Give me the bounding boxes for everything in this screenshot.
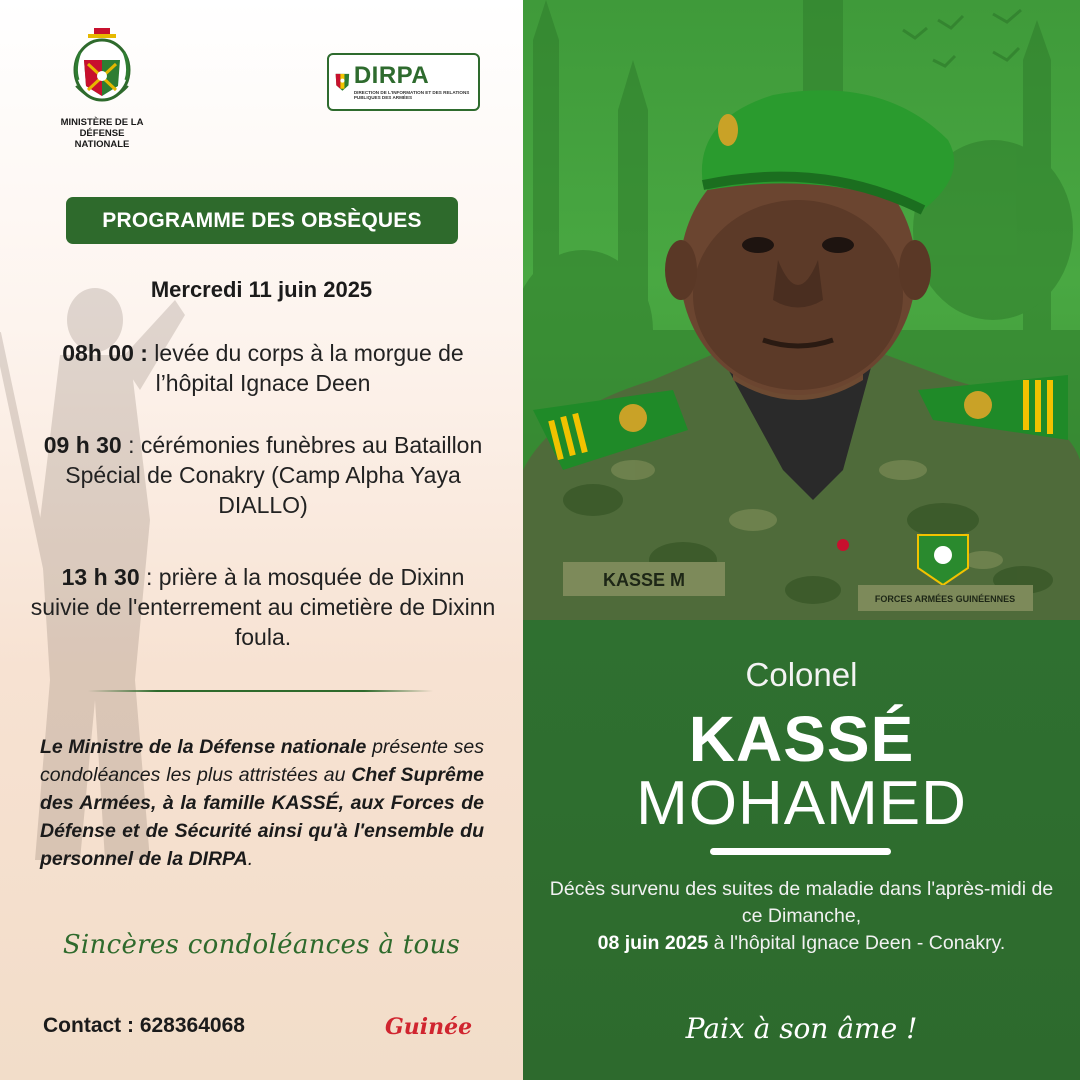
condolence-part: DIRPA	[188, 848, 248, 870]
schedule-time: 13 h 30	[61, 564, 140, 590]
uniform-nametape: KASSE M	[602, 570, 686, 590]
surname: KASSÉ	[688, 703, 915, 775]
divider	[88, 690, 433, 692]
ministry-logo	[52, 28, 152, 150]
schedule-time: 09 h 30	[43, 432, 122, 458]
programme-date: Mercredi 11 juin 2025	[150, 277, 373, 302]
death-notice	[545, 876, 1058, 957]
death-line: Décès survenu des suites de maladie dans l'après-midi de ce Dimanche,	[549, 878, 1054, 927]
farewell-message: Paix à son âme !	[685, 1012, 918, 1045]
dirpa-emblem-icon	[335, 67, 350, 97]
ministry-label: MINISTÈRE DE LA DÉFENSE NATIONALE	[60, 117, 144, 150]
obituary-panel	[523, 620, 1080, 1080]
death-date: 08 juin 2025	[597, 932, 709, 954]
condolence-part: présente ses condoléances les plus attristées au	[40, 736, 484, 786]
dirpa-logo	[327, 53, 480, 111]
given-name: MOHAMED	[636, 769, 967, 838]
schedule-text: : cérémonies funèbres au Bataillon Spécial de Conakry (Camp Alpha Yaya DIALLO)	[65, 432, 483, 518]
rank: Colonel	[745, 656, 858, 693]
condolence-message	[40, 733, 484, 873]
birds-icon	[903, 10, 1021, 66]
condolence-part: Le Ministre de la Défense nationale	[40, 736, 367, 758]
schedule-text: : prière à la mosquée de Dixinn suivie de l'enterrement au cimetière de Dixinn foula.	[30, 564, 496, 650]
sincere-condolences: Sincères condoléances à tous	[62, 930, 461, 960]
condolence-part: Chef Suprême des Armées, à la famille KASSÉ, aux Forces de Défense et de Sécurité ainsi qu'à l'ensemble du personnel de la	[40, 764, 485, 870]
left-panel	[0, 0, 523, 1080]
schedule-item	[30, 338, 496, 398]
guinee-brand: Guinée	[385, 1014, 473, 1040]
coat-of-arms-icon	[70, 28, 134, 110]
schedule-text: levée du corps à la morgue de l’hôpital Ignace Deen	[147, 340, 464, 396]
portrait-illustration	[523, 0, 1080, 620]
dirpa-name: DIRPA	[353, 61, 430, 89]
schedule-time: 08h 00 :	[62, 340, 148, 366]
contact-number: Contact : 628364068	[43, 1014, 245, 1037]
dirpa-subtitle: DIRECTION DE L'INFORMATION ET DES RELATIONS PUBLIQUES DES ARMÉES	[353, 89, 470, 100]
portrait-photo	[523, 0, 1080, 620]
condolence-part: .	[247, 848, 254, 870]
death-line: à l'hôpital Ignace Deen - Conakry.	[708, 932, 1006, 954]
uniform-badge-text: FORCES ARMÉES GUINÉENNES	[874, 594, 1016, 604]
programme-title: PROGRAMME DES OBSÈQUES	[66, 197, 458, 244]
schedule-item	[30, 430, 496, 520]
schedule-item	[30, 562, 496, 652]
name-underline	[710, 848, 891, 855]
